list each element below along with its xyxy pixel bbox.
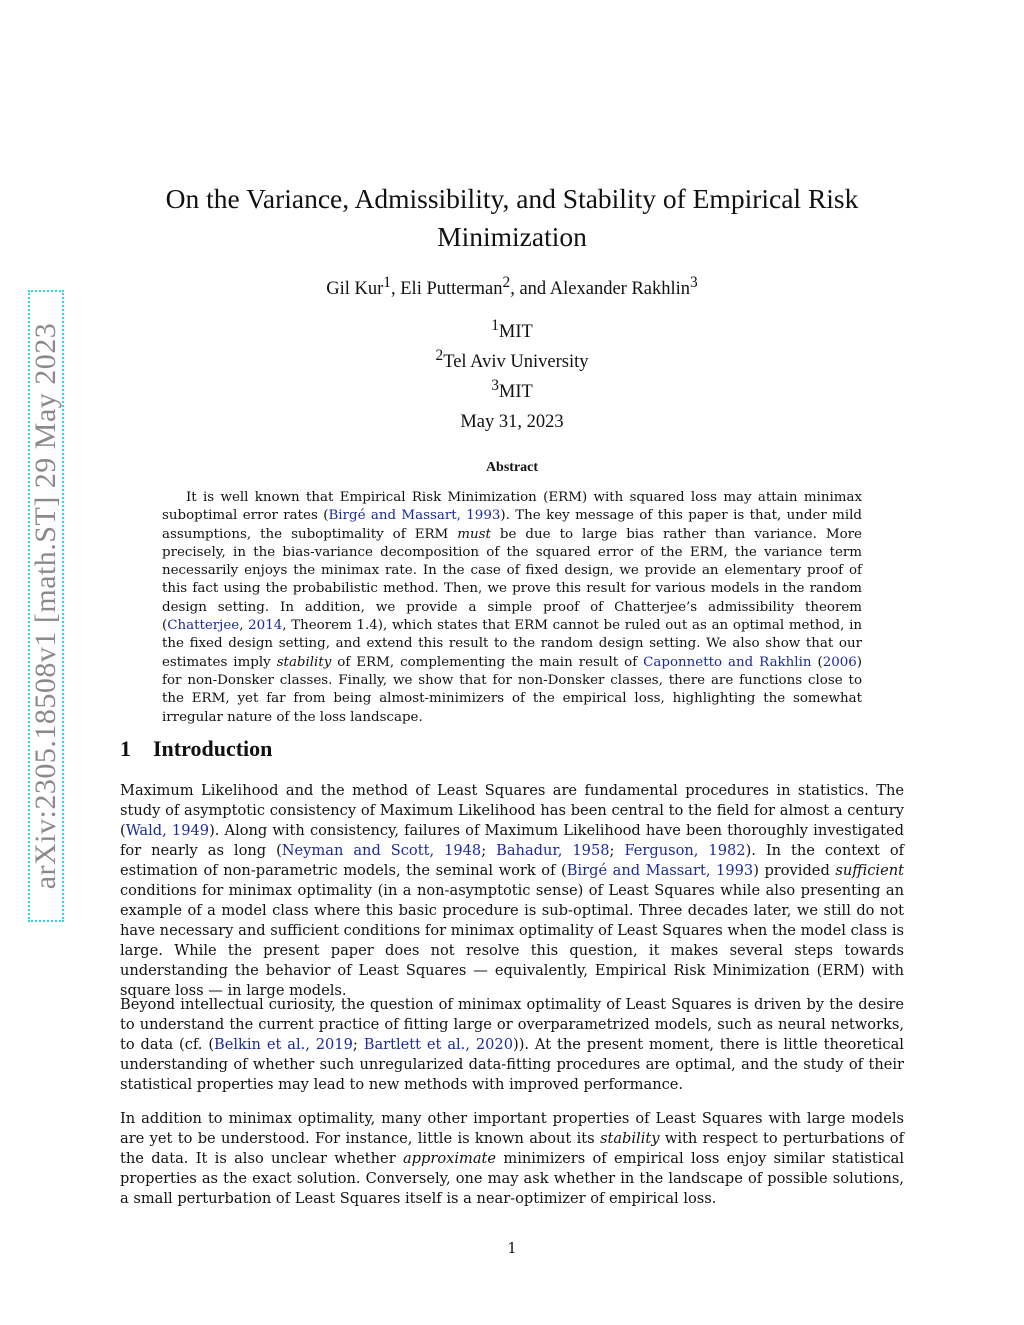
citation-link[interactable]: 2014 (248, 618, 283, 634)
citation-link[interactable]: Belkin et al., 2019 (214, 1036, 353, 1053)
paper-title (120, 180, 904, 256)
citation-link[interactable]: Ferguson, 1982 (624, 842, 746, 859)
paragraph-text-run: ). Along with consistency, failures of Maximum Likelihood have been thoroughly investigated for nearly as long ( (120, 822, 905, 859)
affiliation-name: MIT (498, 382, 533, 403)
arxiv-identifier-text: arXiv:2305.18508v1 [math.ST] 29 May 2023 (29, 322, 62, 890)
citation-link[interactable]: Bahadur, 1958 (496, 842, 610, 859)
abstract-text-run: of ERM, complementing the main result of (331, 654, 644, 670)
paragraph-text-run: Maximum Likelihood and the method of Least Squares are fundamental procedures in statistics. The study of asymptotic consistency of Maximum Likelihood has been central to the field for almost a century ( (120, 782, 904, 839)
affiliation-name: Tel Aviv University (443, 352, 589, 373)
author-name: Gil Kur (326, 279, 384, 300)
arxiv-identifier-stamp (28, 290, 64, 922)
page-number: 1 (507, 1240, 517, 1257)
citation-link[interactable]: Neyman and Scott, 1948 (281, 842, 482, 859)
author-separator: , and (510, 279, 550, 300)
paragraph-text-run: conditions for minimax optimality (in a non-asymptotic sense) of Least Squares while also presenting an example of a model class where this basic procedure is sub-optimal. Three decades later, we still do not have necessary and sufficient conditions for minimax optimality of Least Squares when the model class is large. While the present paper does not resolve this question, it makes several steps towards understanding the behavior of Least Squares — equivalently, Empirical Risk Minimization (ERM) with square loss — in large models. (120, 882, 904, 999)
paragraph-emphasis: stability (599, 1130, 660, 1147)
paragraph-text-run: ). In the context of estimation of non-parametric models, the seminal work of ( (120, 842, 905, 879)
intro-paragraph-1 (120, 781, 904, 1001)
paragraph-text-run: minimizers of empirical loss enjoy similar statistical properties as the exact solution. Conversely, one may ask whether in the landscape of possible solutions, a small perturbation of Least Squares itself is a near-optimizer of empirical loss. (120, 1150, 904, 1207)
affiliation (120, 374, 904, 404)
citation-link[interactable]: Chatterjee (167, 618, 240, 634)
abstract-emphasis: stability (276, 654, 332, 670)
section-title: Introduction (153, 736, 273, 761)
abstract-text (162, 489, 862, 727)
author-affil-mark: 3 (690, 274, 698, 291)
author-affil-mark: 2 (502, 274, 511, 291)
affiliation-mark: 1 (491, 317, 499, 334)
author-name: Alexander Rakhlin (549, 279, 691, 300)
paragraph-text-run: )). At the present moment, there is little theoretical understanding of whether such unregularized data-fitting procedures are optimal, and the study of their statistical properties may lead to new methods with improved performance. (120, 1036, 904, 1093)
title-line-1: On the Variance, Admissibility, and Stability of Empirical Risk (165, 183, 859, 214)
abstract-text-run: ( (811, 654, 823, 670)
paragraph-emphasis: approximate (402, 1150, 497, 1167)
abstract-text-run: ) for non-Donsker classes. Finally, we show that for non-Donsker classes, there are functions close to the ERM, yet far from being almost-minimizers of the empirical loss, highlighting the somewhat irregular nature of the loss landscape. (162, 654, 863, 725)
paragraph-text-run: ; (352, 1036, 364, 1053)
abstract-heading: Abstract (485, 460, 539, 475)
intro-paragraph-2 (120, 995, 904, 1095)
affiliation-mark: 2 (435, 347, 444, 365)
citation-link[interactable]: Birgé and Massart, 1993 (566, 862, 754, 879)
citation-link[interactable]: 2006 (822, 654, 857, 670)
citation-link[interactable]: Bartlett et al., 2020 (363, 1036, 513, 1053)
paragraph-text-run: with respect to perturbations of the data. It is also unclear whether (120, 1130, 904, 1167)
abstract-text-run: be due to large bias rather than variance. More precisely, in the bias-variance decomposition of the squared error of the ERM, the variance term necessarily enjoys the minimax rate. In the case of fixed design, we provide an elementary proof of this fact using the probabilistic method. Then, we prove this result for various models in the random design setting. In addition, we provide a simple proof of Chatterjee’s admissibility theorem ( (162, 526, 862, 634)
abstract-emphasis: must (457, 526, 491, 542)
affiliation-name: MIT (498, 322, 533, 343)
abstract-text-run: , (239, 618, 249, 634)
intro-paragraph-3 (120, 1109, 904, 1209)
section-heading-introduction (120, 736, 272, 762)
abstract-text-run: It is well known that Empirical Risk Minimization (ERM) with squared loss may attain minimax suboptimal error rates ( (162, 490, 862, 524)
affiliation (120, 314, 904, 344)
paper-date: May 31, 2023 (460, 412, 564, 432)
paragraph-text-run: ) provided (753, 862, 836, 879)
affiliation-list (120, 314, 904, 404)
section-number: 1 (120, 736, 131, 761)
citation-link[interactable]: Wald, 1949 (125, 822, 210, 839)
citation-link[interactable]: Birgé and Massart, 1993 (328, 508, 501, 524)
paragraph-emphasis: sufficient (835, 862, 904, 879)
affiliation-mark: 3 (491, 377, 499, 395)
title-line-2: Minimization (437, 221, 587, 252)
paragraph-text-run: In addition to minimax optimality, many other important properties of Least Squares with large models are yet to be understood. For instance, little is known about its (120, 1110, 904, 1147)
paragraph-text-run: Beyond intellectual curiosity, the question of minimax optimality of Least Squares is driven by the desire to understand the current practice of fitting large or overparametrized models, such as neural networks, to data (cf. ( (120, 996, 904, 1053)
author-list (120, 274, 904, 300)
affiliation (120, 344, 904, 374)
abstract-text-run: ). The key message of this paper is that, under mild assumptions, the suboptimality of ERM (162, 508, 862, 542)
author-separator: , (391, 279, 401, 300)
paragraph-text-run: ; (609, 842, 625, 859)
author-affil-mark: 1 (383, 274, 391, 291)
abstract-text-run: , Theorem 1.4), which states that ERM cannot be ruled out as an optimal method, in the fixed design setting, and extend this result to the random design setting. We also show that our estimates imply (162, 618, 862, 670)
author-name: Eli Putterman (400, 279, 503, 300)
paragraph-text-run: ; (481, 842, 497, 859)
citation-link[interactable]: Caponnetto and Rakhlin (643, 654, 812, 670)
